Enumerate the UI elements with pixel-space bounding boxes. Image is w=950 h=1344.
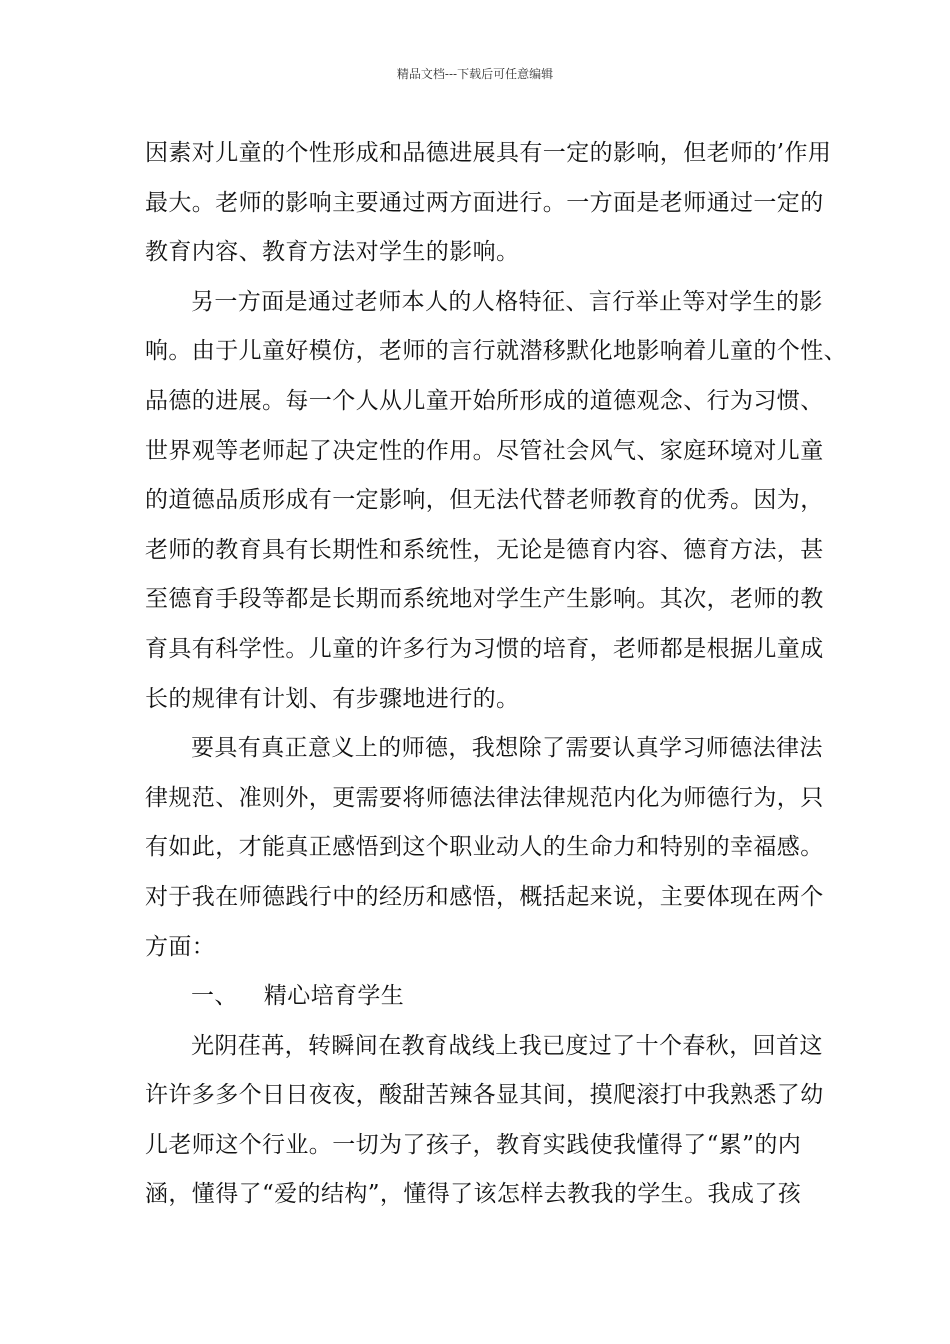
section-heading [145, 976, 825, 1026]
text-line: 因素对儿童的个性形成和品德进展具有一定的影响，但老师的’作用 [145, 140, 832, 166]
text-line: 品德的进展。每一个人从儿童开始所形成的道德观念、行为习惯、 [145, 387, 824, 414]
text-line: 儿老师这个行业。一切为了孩子，教育实践使我懂得了“累”的内 [145, 1131, 802, 1158]
text-line: 至德育手段等都是长期而系统地对学生产生影响。其次，老师的教 [145, 586, 824, 613]
text-line: 许许多多个日日夜夜，酸甜苦辣各显其间，摸爬滚打中我熟悉了幼 [145, 1082, 824, 1109]
text-line: 最大。老师的影响主要通过两方面进行。一方面是老师通过一定的 [145, 189, 824, 216]
text-line: 教育内容、教育方法对学生的影响。 [145, 239, 520, 266]
text-line: 育具有科学性。儿童的许多行为习惯的培育，老师都是根据儿童成 [145, 635, 824, 662]
text-line: 律规范、准则外，更需要将师德法律法律规范内化为师德行为，只 [145, 784, 824, 811]
text-line: 老师的教育具有长期性和系统性，无论是德育内容、德育方法，甚 [145, 536, 824, 563]
section-heading-title: 精心培育学生 [263, 983, 405, 1010]
text-line: 长的规律有计划、有步骤地进行的。 [145, 685, 520, 712]
text-line: 的道德品质形成有一定影响，但无法代替老师教育的优秀。因为， [145, 487, 824, 514]
text-line: 方面： [145, 933, 216, 960]
page-header: 精品文档---下载后可任意编辑 [396, 67, 554, 81]
text-line: 对于我在师德践行中的经历和感悟，概括起来说，主要体现在两个 [145, 883, 824, 910]
section-heading-number: 一、 [191, 983, 238, 1010]
document-body [145, 133, 847, 1224]
text-line: 响。由于儿童好模仿，老师的言行就潜移默化地影响着儿童的个性、 [145, 338, 847, 365]
paragraph-start-line: 要具有真正意义上的师德，我想除了需要认真学习师德法律法 [191, 735, 823, 762]
text-line: 世界观等老师起了决定性的作用。尽管社会风气、家庭环境对儿童 [145, 437, 824, 464]
text-line: 有如此，才能真正感悟到这个职业动人的生命力和特别的幸福感。 [145, 834, 824, 861]
paragraph-start-line: 光阴荏苒，转瞬间在教育战线上我已度过了十个春秋，回首这 [191, 1032, 823, 1059]
text-line: 涵，懂得了“爱的结构”，懂得了该怎样去教我的学生。我成了孩 [145, 1181, 802, 1208]
paragraph-start-line: 另一方面是通过老师本人的人格特征、言行举止等对学生的影 [191, 288, 823, 315]
